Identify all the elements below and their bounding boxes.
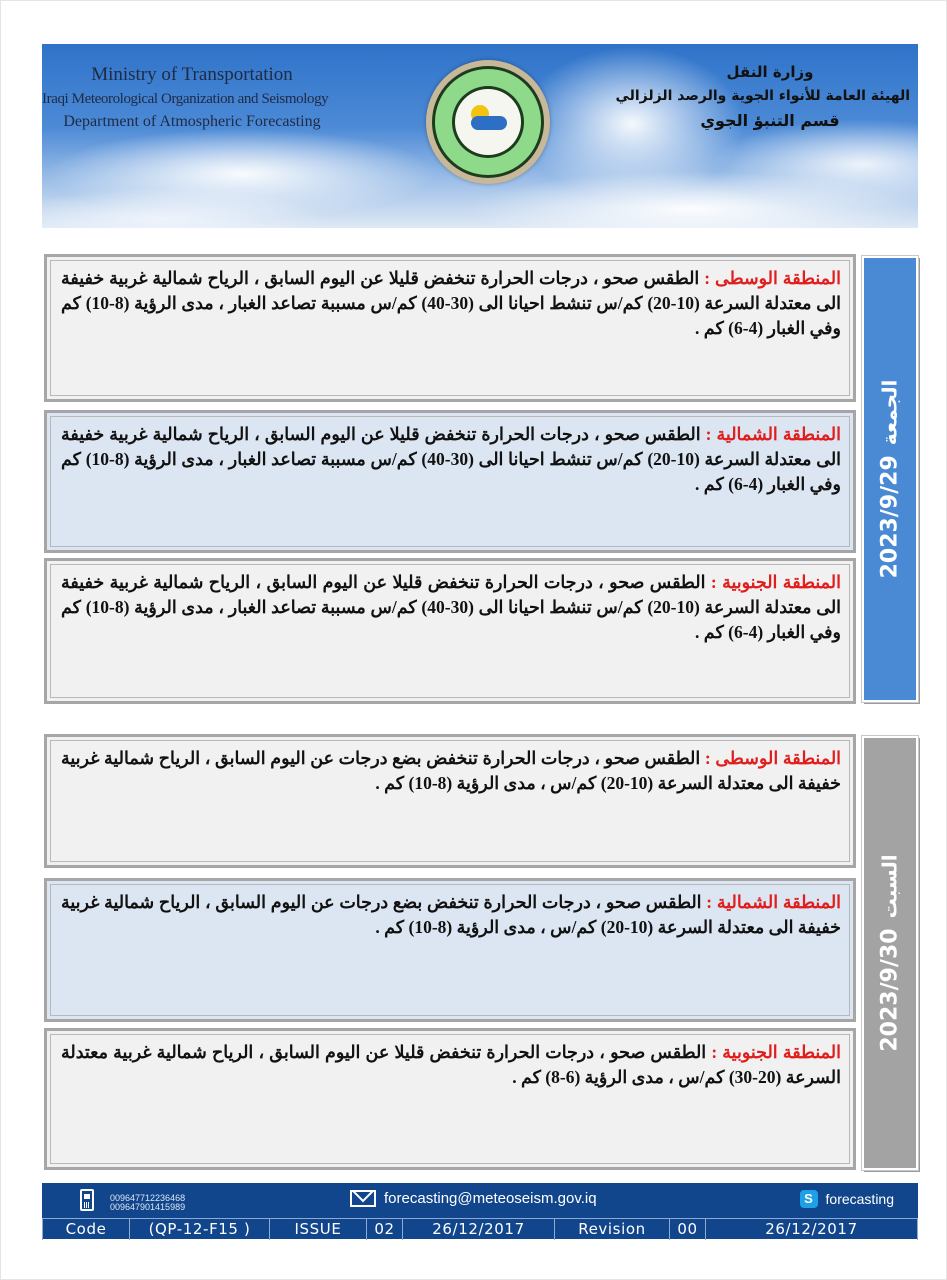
arabic-header <box>590 60 910 134</box>
email-address[interactable]: forecasting@meteoseism.gov.iq <box>384 1190 597 1207</box>
region-name: المنطقة الوسطى : <box>704 748 842 768</box>
mobile-phone-icon <box>80 1189 94 1211</box>
region-description: الطقس صحو ، درجات الحرارة تنخفض قليلا عن اليوم السابق ، الرياح شمالية غربية خفيفة الى معتدلة السرعة (10-20) كم/س تنشط احيانا الى (30-40) كم/س مسببة تصاعد الغبار ، مدى الرؤية (8-10) كم وفي الغبار (4-6) كم . <box>61 424 842 494</box>
document-code-table <box>42 1218 918 1240</box>
region-box-south <box>44 1028 856 1170</box>
envelope-icon <box>350 1190 376 1207</box>
region-forecast-text <box>47 737 853 796</box>
skype-icon: S <box>800 1190 818 1208</box>
day-forecast-friday <box>42 254 918 710</box>
region-box-central <box>44 734 856 868</box>
region-box-north <box>44 410 856 553</box>
region-description: الطقس صحو ، درجات الحرارة تنخفض قليلا عن اليوم السابق ، الرياح شمالية غربية معتدلة السرعة (20-30) كم/س ، مدى الرؤية (6-8) كم . <box>61 1042 841 1087</box>
date-panel-friday <box>862 256 918 702</box>
region-forecast-text <box>47 561 853 645</box>
region-name: المنطقة الشمالية : <box>705 424 841 444</box>
region-box-north <box>44 878 856 1022</box>
code-value: (QP-12-F15 ) <box>130 1219 270 1240</box>
region-forecast-text <box>47 413 853 497</box>
issue-date: 26/12/2017 <box>403 1219 555 1240</box>
region-forecast-text <box>47 1031 853 1090</box>
cloud-icon <box>471 116 507 130</box>
date-label <box>878 854 903 1051</box>
contact-row <box>42 1183 918 1217</box>
date-value: 2023/9/30 <box>877 928 903 1052</box>
revision-date: 26/12/2017 <box>706 1219 918 1240</box>
organization-seal-logo <box>426 60 550 184</box>
department-title-ar: قسم التنبؤ الجوي <box>700 111 840 130</box>
header-banner <box>42 44 918 228</box>
region-box-central <box>44 254 856 402</box>
issue-value: 02 <box>367 1219 403 1240</box>
region-name: المنطقة الشمالية : <box>706 892 842 912</box>
department-title-en: Department of Atmospheric Forecasting <box>63 113 321 130</box>
organization-title-ar: الهيئة العامة للأنواء الجوية والرصد الزلزالي <box>615 88 910 104</box>
phone-number: 009647712236468 <box>110 1193 186 1203</box>
region-description: الطقس صحو ، درجات الحرارة تنخفض قليلا عن اليوم السابق ، الرياح شمالية غربية خفيفة الى معتدلة السرعة (10-20) كم/س تنشط احيانا الى (30-40) كم/س مسببة تصاعد الغبار ، مدى الرؤية (8-10) كم وفي الغبار (4-6) كم . <box>61 572 842 642</box>
email-contact[interactable] <box>350 1190 597 1207</box>
revision-label: Revision <box>555 1219 670 1240</box>
region-description: الطقس صحو ، درجات الحرارة تنخفض قليلا عن اليوم السابق ، الرياح شمالية غربية خفيفة الى معتدلة السرعة (10-20) كم/س تنشط احيانا الى (30-40) كم/س مسببة تصاعد الغبار ، مدى الرؤية (8-10) كم وفي الغبار (4-6) كم . <box>61 268 842 338</box>
english-header <box>42 62 342 134</box>
skype-contact[interactable] <box>800 1190 894 1208</box>
day-name: السبت <box>877 854 902 919</box>
date-label <box>878 380 903 579</box>
phone-number: 009647901415989 <box>110 1202 186 1212</box>
code-label: Code <box>42 1219 130 1240</box>
ministry-title-ar: وزارة النقل <box>726 63 814 81</box>
contact-footer <box>42 1183 918 1239</box>
region-description: الطقس صحو ، درجات الحرارة تنخفض بضع درجات عن اليوم السابق ، الرياح شمالية غربية خفيفة الى معتدلة السرعة (10-20) كم/س ، مدى الرؤية (8-10) كم . <box>61 892 841 937</box>
region-forecast-text <box>47 257 853 341</box>
date-panel-saturday <box>862 736 918 1170</box>
region-name: المنطقة الوسطى : <box>704 268 841 288</box>
skype-handle[interactable]: forecasting <box>825 1191 894 1207</box>
region-name: المنطقة الجنوبية : <box>710 572 841 592</box>
day-name: الجمعة <box>877 379 902 446</box>
ministry-title-en: Ministry of Transportation <box>91 64 293 85</box>
day-forecast-saturday <box>42 734 918 1174</box>
region-description: الطقس صحو ، درجات الحرارة تنخفض بضع درجات عن اليوم السابق ، الرياح شمالية غربية خفيفة الى معتدلة السرعة (10-20) كم/س ، مدى الرؤية (8-10) كم . <box>61 748 841 793</box>
region-box-south <box>44 558 856 704</box>
organization-title-en: Iraqi Meteorological Organization and Seismology <box>42 91 329 107</box>
region-forecast-text <box>47 881 853 940</box>
issue-label: ISSUE <box>270 1219 367 1240</box>
region-name: المنطقة الجنوبية : <box>711 1042 841 1062</box>
date-value: 2023/9/29 <box>877 455 903 579</box>
phone-numbers <box>110 1194 185 1212</box>
revision-value: 00 <box>670 1219 706 1240</box>
